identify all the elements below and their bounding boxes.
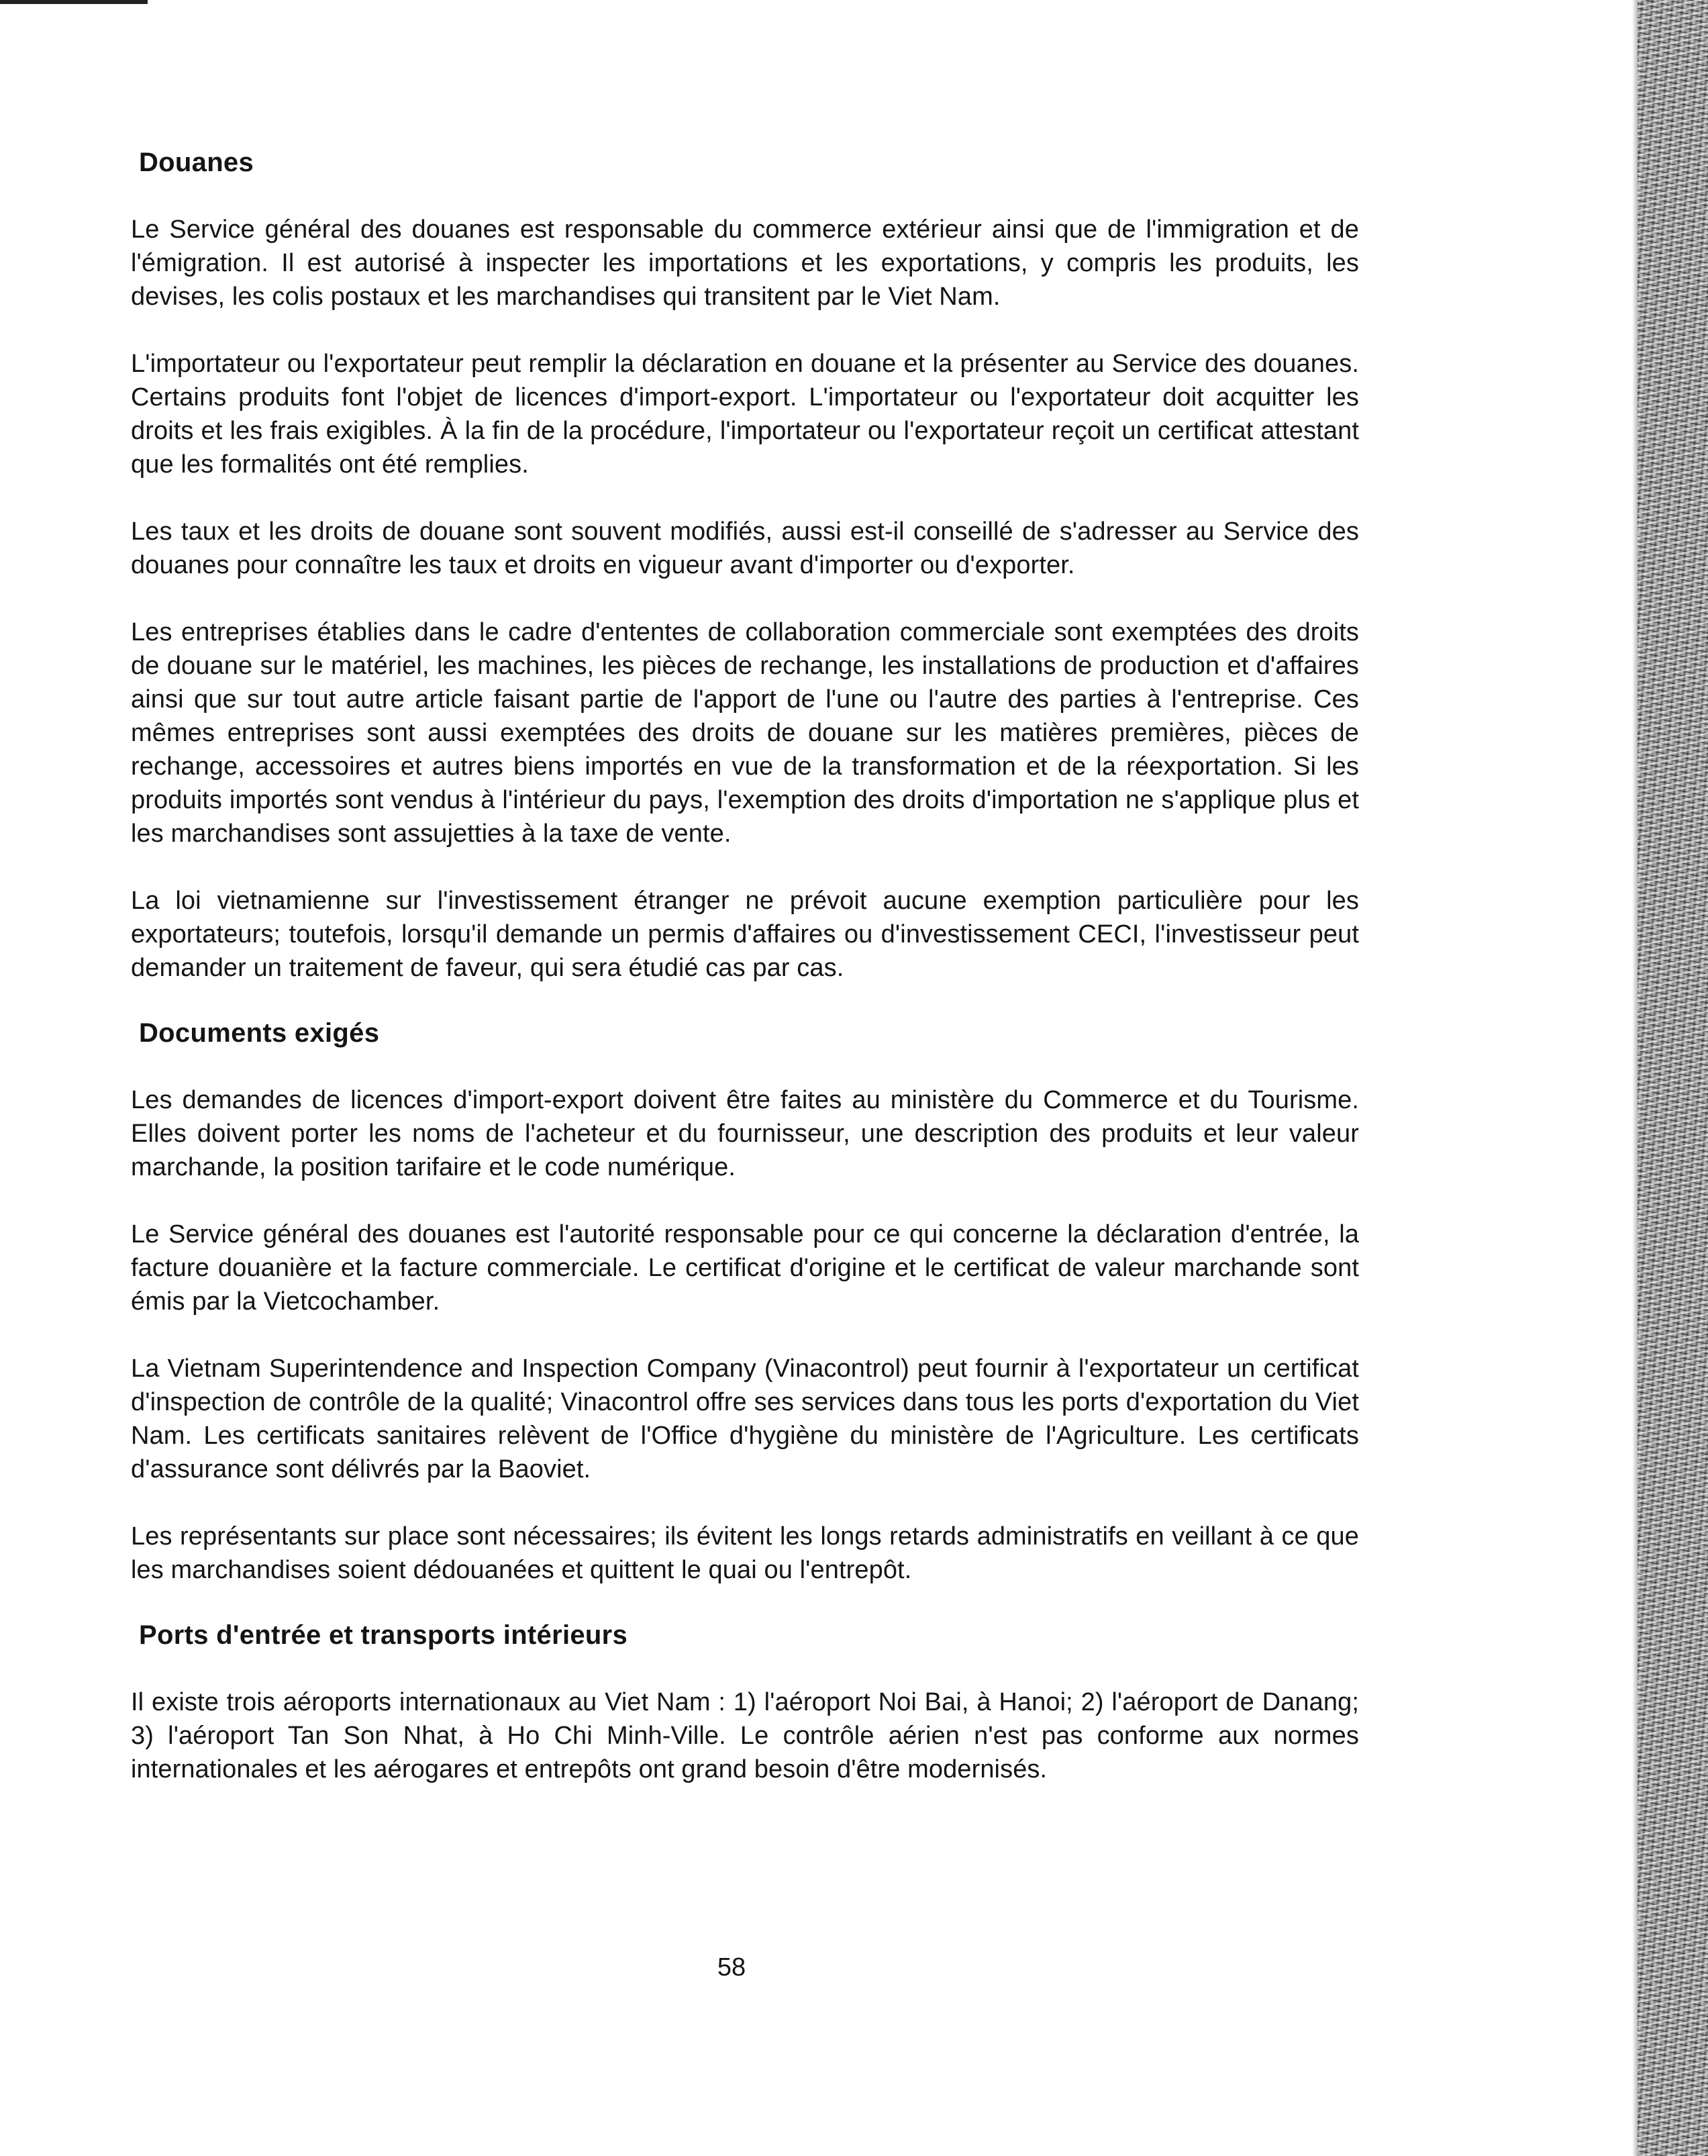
scan-binding-edge bbox=[1638, 0, 1708, 2156]
paragraph: Les demandes de licences d'import-export doivent être faites au ministère du Commerce et du Tourisme. Elles doivent porter les noms de l'acheteur et du fournisseur, une description des produits et leur valeur marchande, la position tarifaire et le code numérique. bbox=[131, 1086, 1359, 1181]
paragraph: L'importateur ou l'exportateur peut remplir la déclaration en douane et la présenter au Service des douanes. Certains produits font l'objet de licences d'import-export. L'importateur ou l'exportateur doit acquitter les droits et les frais exigibles. À la fin de la procédure, l'importateur ou l'exportateur reçoit un certificat attestant que les formalités ont été remplies. bbox=[131, 350, 1359, 479]
scan-top-mark bbox=[0, 0, 148, 4]
paragraph: Il existe trois aéroports internationaux au Viet Nam : 1) l'aéroport Noi Bai, à Hanoi; 2) l'aéroport de Danang; 3) l'aéroport Tan Son Nhat, à Ho Chi Minh-Ville. Le contrôle aérien n'est pas conforme aux normes internationales et les aérogares et entrepôts ont grand besoin d'être modernisés. bbox=[131, 1688, 1359, 1783]
paragraph: Le Service général des douanes est responsable du commerce extérieur ainsi que de l'immigration et de l'émigration. Il est autorisé à inspecter les importations et les exportations, y compris les produits, les devises, les colis postaux et les marchandises qui transitent par le Viet Nam. bbox=[131, 215, 1359, 311]
document-body bbox=[131, 148, 1359, 1820]
paragraph: Les représentants sur place sont nécessaires; ils évitent les longs retards administratifs en veillant à ce que les marchandises soient dédouanées et quittent le quai ou l'entrepôt. bbox=[131, 1522, 1359, 1584]
section-heading: Documents exigés bbox=[139, 1018, 380, 1048]
section-ports-entree bbox=[131, 1620, 1359, 1786]
section-documents-exiges bbox=[131, 1018, 1359, 1587]
paragraph: La Vietnam Superintendence and Inspection Company (Vinacontrol) peut fournir à l'exportateur un certificat d'inspection de contrôle de la qualité; Vinacontrol offre ses services dans tous les ports d'exportation du Viet Nam. Les certificats sanitaires relèvent de l'Office d'hygiène du ministère de l'Agriculture. Les certificats d'assurance sont délivrés par la Baoviet. bbox=[131, 1355, 1359, 1483]
paragraph: Les entreprises établies dans le cadre d'ententes de collaboration commerciale sont exemptées des droits de douane sur le matériel, les machines, les pièces de rechange, les installations de production et d'affaires ainsi que sur tout autre article faisant partie de l'apport de l'une ou l'autre des parties à l'entreprise. Ces mêmes entreprises sont aussi exemptées des droits de douane sur les matières premières, pièces de rechange, accessoires et autres biens importés en vue de la transformation et de la réexportation. Si les produits importés sont vendus à l'intérieur du pays, l'exemption des droits d'importation ne s'applique plus et les marchandises sont assujetties à la taxe de vente. bbox=[131, 618, 1359, 848]
scan-edge-shadow bbox=[1632, 0, 1638, 2156]
section-heading: Douanes bbox=[139, 148, 254, 177]
section-douanes bbox=[131, 148, 1359, 985]
page-number: 58 bbox=[717, 1953, 746, 1981]
paragraph: Les taux et les droits de douane sont souvent modifiés, aussi est-il conseillé de s'adresser au Service des douanes pour connaître les taux et droits en vigueur avant d'importer ou d'exporter. bbox=[131, 518, 1359, 579]
paragraph: Le Service général des douanes est l'autorité responsable pour ce qui concerne la déclaration d'entrée, la facture douanière et la facture commerciale. Le certificat d'origine et le certificat de valeur marchande sont émis par la Vietcochamber. bbox=[131, 1220, 1359, 1316]
paragraph: La loi vietnamienne sur l'investissement étranger ne prévoit aucune exemption particulière pour les exportateurs; toutefois, lorsqu'il demande un permis d'affaires ou d'investissement CECI, l'investisseur peut demander un traitement de faveur, qui sera étudié cas par cas. bbox=[131, 887, 1359, 982]
section-heading: Ports d'entrée et transports intérieurs bbox=[139, 1620, 628, 1650]
